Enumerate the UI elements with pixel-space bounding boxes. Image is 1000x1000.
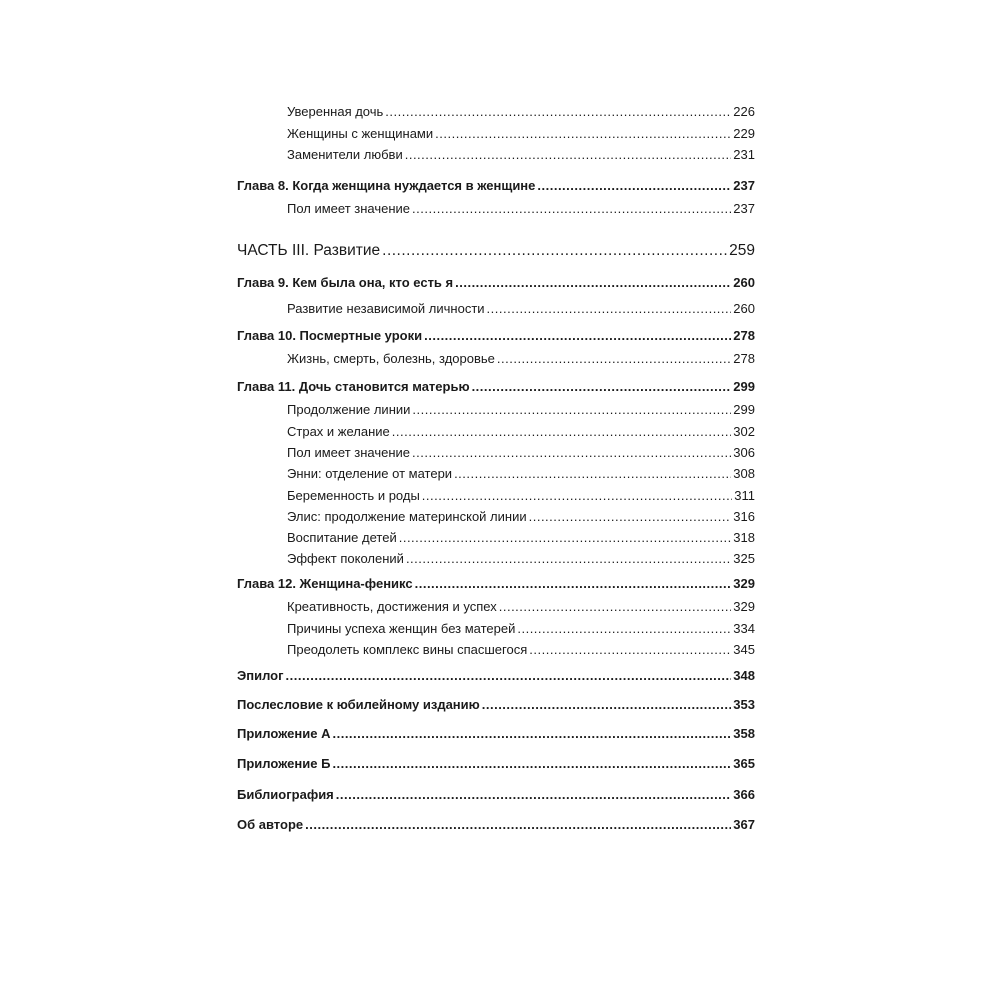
page-number: 237 <box>733 201 755 216</box>
entry-title: Глава 12. Женщина-феникс <box>237 576 413 591</box>
dot-leader <box>529 641 731 659</box>
toc-chapter-entry <box>237 816 755 834</box>
toc-subentry <box>287 529 755 547</box>
toc-subentry <box>287 444 755 462</box>
dot-leader <box>454 465 731 483</box>
entry-title: Причины успеха женщин без матерей <box>287 621 516 636</box>
entry-title: Продолжение линии <box>287 402 411 417</box>
page-number: 334 <box>733 621 755 636</box>
dot-leader <box>332 755 731 773</box>
dot-leader <box>332 725 731 743</box>
entry-title: Элис: продолжение материнской линии <box>287 509 527 524</box>
toc-subentry <box>287 508 755 526</box>
dot-leader <box>412 401 731 419</box>
entry-title: Развитие независимой личности <box>287 301 485 316</box>
toc-subentry <box>287 200 755 218</box>
toc-subentry <box>287 423 755 441</box>
page-number: 311 <box>734 488 755 503</box>
entry-title: Глава 11. Дочь становится матерью <box>237 379 470 394</box>
toc-subentry <box>287 125 755 143</box>
page-number: 348 <box>733 668 755 683</box>
page-number: 306 <box>733 445 755 460</box>
entry-title: Страх и желание <box>287 424 390 439</box>
dot-leader <box>382 240 727 262</box>
toc-subentry <box>287 620 755 638</box>
entry-title: Об авторе <box>237 817 304 832</box>
entry-title: Глава 9. Кем была она, кто есть я <box>237 275 454 290</box>
entry-title: Приложение А <box>237 726 331 741</box>
page-number: 237 <box>733 178 755 193</box>
dot-leader <box>497 350 731 368</box>
toc-subentry <box>287 401 755 419</box>
page-number: 325 <box>733 551 755 566</box>
page-number: 345 <box>733 642 755 657</box>
toc-chapter-entry <box>237 725 755 743</box>
page-number: 367 <box>733 817 755 832</box>
toc-subentry <box>287 550 755 568</box>
page-number: 226 <box>733 104 755 119</box>
toc-chapter-entry <box>237 177 755 195</box>
toc-subentry <box>287 103 755 121</box>
entry-title: Глава 10. Посмертные уроки <box>237 328 423 343</box>
page-number: 260 <box>733 301 755 316</box>
page-number: 299 <box>733 379 755 394</box>
entry-title: Пол имеет значение <box>287 201 411 216</box>
page-number: 329 <box>733 576 755 591</box>
entry-title: Эпилог <box>237 668 284 683</box>
toc-subentry <box>287 350 755 368</box>
dot-leader <box>499 598 732 616</box>
entry-title: Креативность, достижения и успех <box>287 599 497 614</box>
entry-title: Эффект поколений <box>287 551 404 566</box>
entry-title: Заменители любви <box>287 147 403 162</box>
toc-chapter-entry <box>237 327 755 345</box>
dot-leader <box>415 575 732 593</box>
entry-title: Жизнь, смерть, болезнь, здоровье <box>287 351 495 366</box>
page-number: 278 <box>733 328 755 343</box>
toc-subentry <box>287 641 755 659</box>
dot-leader <box>392 423 732 441</box>
dot-leader <box>537 177 731 195</box>
page-number: 259 <box>729 242 755 259</box>
page-number: 318 <box>733 530 755 545</box>
entry-title: Пол имеет значение <box>287 445 411 460</box>
dot-leader <box>529 508 732 526</box>
toc-chapter-entry <box>237 378 755 396</box>
toc-chapter-entry <box>237 274 755 292</box>
page-number: 278 <box>733 351 755 366</box>
toc-part-entry <box>237 240 755 262</box>
dot-leader <box>412 444 731 462</box>
page-number: 231 <box>733 147 755 162</box>
dot-leader <box>305 816 731 834</box>
toc-chapter-entry <box>237 786 755 804</box>
dot-leader <box>455 274 731 292</box>
toc-subentry <box>287 598 755 616</box>
entry-title: Приложение Б <box>237 756 331 771</box>
page-number: 302 <box>733 424 755 439</box>
page-number: 316 <box>733 509 755 524</box>
dot-leader <box>385 103 731 121</box>
entry-title: Женщины с женщинами <box>287 126 434 141</box>
entry-title: Послесловие к юбилейному изданию <box>237 697 480 712</box>
dot-leader <box>405 146 732 164</box>
toc-subentry <box>287 300 755 318</box>
page-number: 365 <box>733 756 755 771</box>
dot-leader <box>435 125 731 143</box>
toc-subentry <box>287 487 755 505</box>
entry-title: Преодолеть комплекс вины спасшегося <box>287 642 528 657</box>
toc-chapter-entry <box>237 667 755 685</box>
toc-chapter-entry <box>237 755 755 773</box>
toc-subentry <box>287 465 755 483</box>
entry-title: Воспитание детей <box>287 530 397 545</box>
page-number: 366 <box>733 787 755 802</box>
entry-title: Беременность и роды <box>287 488 420 503</box>
toc-chapter-entry <box>237 575 755 593</box>
entry-title: Глава 8. Когда женщина нуждается в женщине <box>237 178 536 193</box>
dot-leader <box>517 620 731 638</box>
dot-leader <box>422 487 732 505</box>
dot-leader <box>406 550 731 568</box>
toc-subentry <box>287 146 755 164</box>
page-number: 229 <box>733 126 755 141</box>
entry-title: Библиография <box>237 787 334 802</box>
dot-leader <box>336 786 732 804</box>
dot-leader <box>399 529 732 547</box>
dot-leader <box>412 200 731 218</box>
dot-leader <box>472 378 732 396</box>
page-number: 299 <box>733 402 755 417</box>
entry-title: Энни: отделение от матери <box>287 466 453 481</box>
dot-leader <box>482 696 732 714</box>
page-number: 308 <box>733 466 755 481</box>
entry-title: ЧАСТЬ III. Развитие <box>237 242 381 259</box>
dot-leader <box>286 667 732 685</box>
entry-title: Уверенная дочь <box>287 104 384 119</box>
page-number: 353 <box>733 697 755 712</box>
toc-chapter-entry <box>237 696 755 714</box>
dot-leader <box>424 327 731 345</box>
dot-leader <box>487 300 732 318</box>
page-number: 329 <box>733 599 755 614</box>
page-number: 260 <box>733 275 755 290</box>
page-number: 358 <box>733 726 755 741</box>
